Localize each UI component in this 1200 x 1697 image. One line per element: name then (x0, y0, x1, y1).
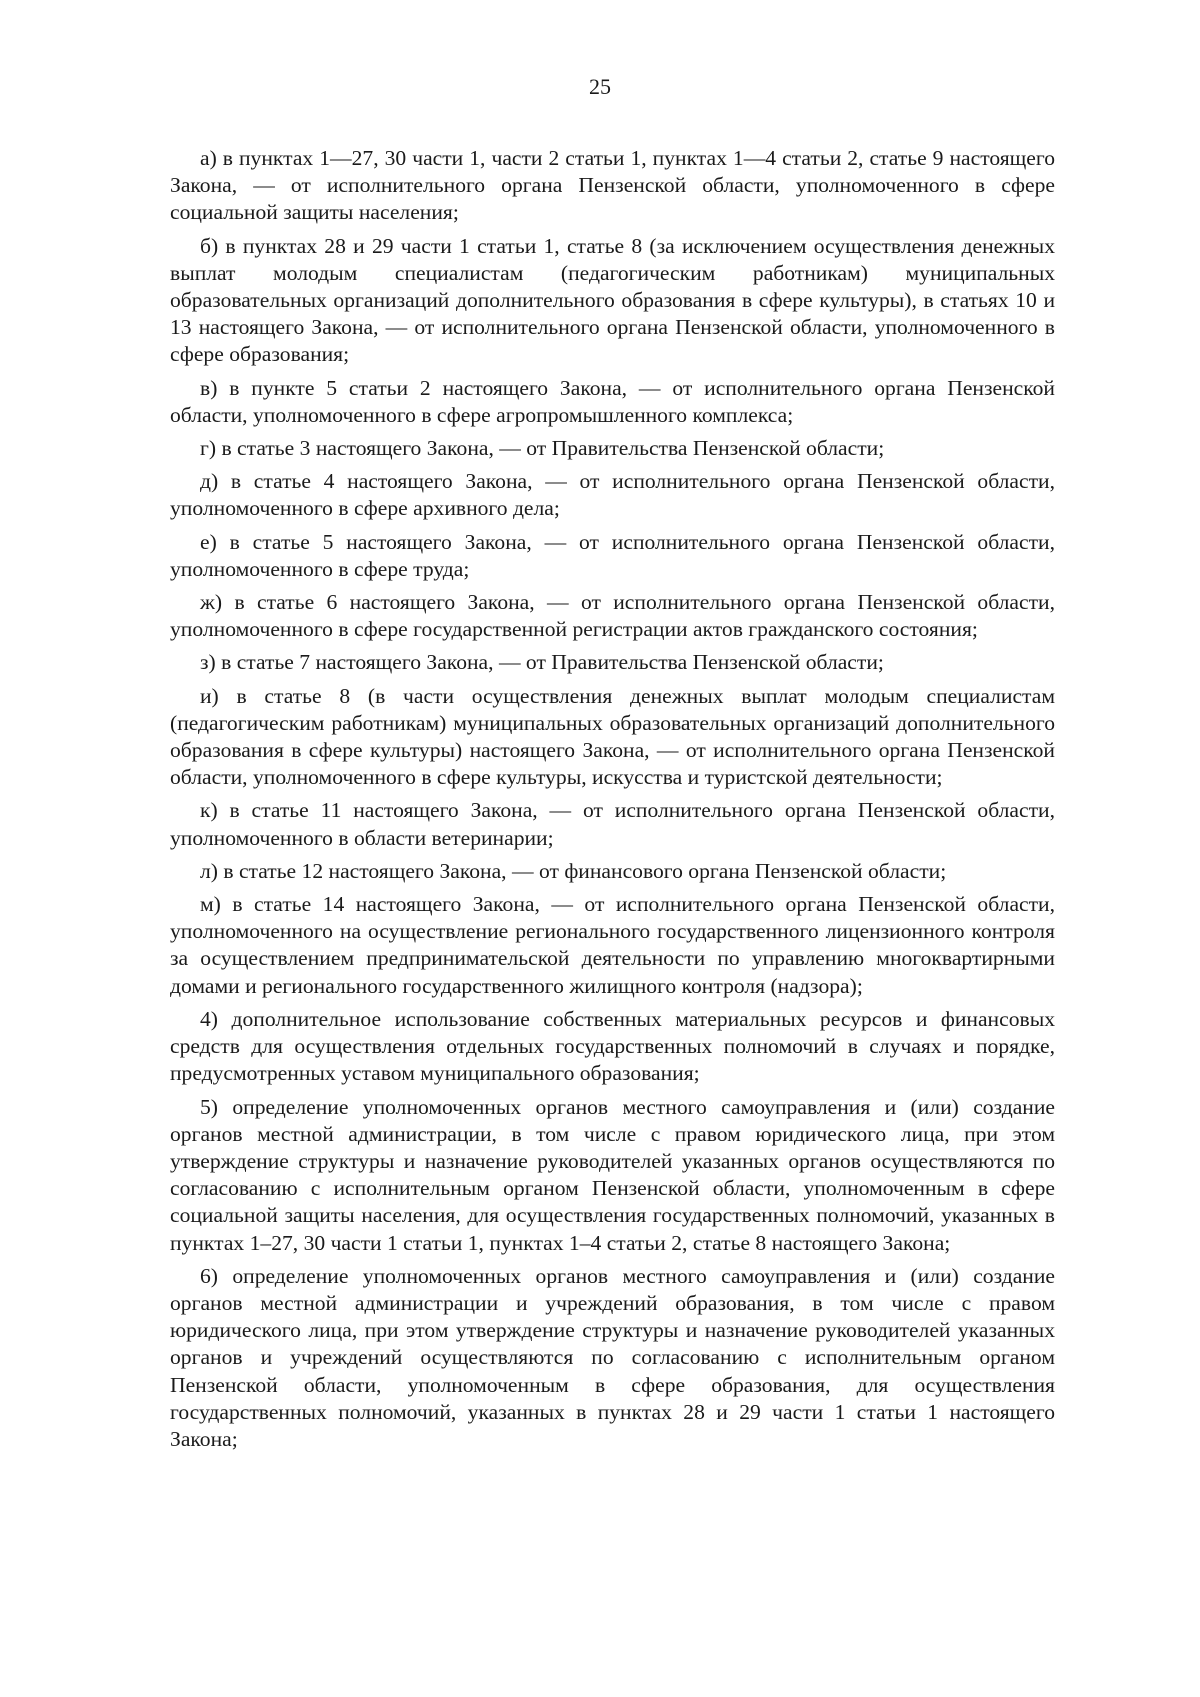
paragraph-m: м) в статье 14 настоящего Закона, — от исполнительного органа Пензенской области, уполномоченного на осуществление регионального государственного лицензионного контроля за осуществлением предпринимательской деятельности по управлению многоквартирными домами и регионального государственного жилищного контроля (надзора); (170, 892, 1055, 998)
paragraph-e: е) в статье 5 настоящего Закона, — от исполнительного органа Пензенской области, уполномоченного в сфере труда; (170, 529, 1055, 581)
paragraph-z: з) в статье 7 настоящего Закона, — от Правительства Пензенской области; (200, 650, 884, 675)
paragraph-zh: ж) в статье 6 настоящего Закона, — от исполнительного органа Пензенской области, уполномоченного в сфере государственной регистрации актов гражданского состояния; (170, 590, 1055, 642)
paragraph-i: и) в статье 8 (в части осуществления денежных выплат молодым специалистам (педагогическим работникам) муниципальных образовательных организаций дополнительного образования в сфере культуры) настоящего Закона, — от исполнительного органа Пензенской области, уполномоченного в сфере культуры, искусства и туристской деятельности; (170, 683, 1055, 790)
paragraph-a: а) в пунктах 1—27, 30 части 1, части 2 статьи 1, пунктах 1—4 статьи 2, статье 9 настоящего Закона, — от исполнительного органа Пензенской области, уполномоченного в сфере социальной защиты населения; (170, 146, 1055, 225)
paragraph-4: 4) дополнительное использование собственных материальных ресурсов и финансовых средств для осуществления отдельных государственных полномочий в случаях и порядке, предусмотренных уставом муниципального образования; (170, 1006, 1055, 1086)
document-body (170, 145, 1055, 1459)
paragraph-k: к) в статье 11 настоящего Закона, — от исполнительного органа Пензенской области, уполномоченного в области ветеринарии; (170, 798, 1055, 850)
paragraph-l: л) в статье 12 настоящего Закона, — от финансового органа Пензенской области; (200, 858, 947, 883)
paragraph-5: 5) определение уполномоченных органов местного самоуправления и (или) создание органов местной администрации, в том числе с правом юридического лица, при этом утверждение структуры и назначение руководителей указанных органов осуществляются по согласованию с исполнительным органом Пензенской области, уполномоченным в сфере социальной защиты населения, для осуществления государственных полномочий, указанных в пунктах 1–27, 30 части 1 статьи 1, пунктах 1–4 статьи 2, статье 8 настоящего Закона; (170, 1094, 1055, 1255)
paragraph-b: б) в пунктах 28 и 29 части 1 статьи 1, статье 8 (за исключением осуществления денежных выплат молодым специалистам (педагогическим работникам) муниципальных образовательных организаций дополнительного образования в сфере культуры), в статьях 10 и 13 настоящего Закона, — от исполнительного органа Пензенской области, уполномоченного в сфере образования; (170, 233, 1055, 367)
paragraph-g: г) в статье 3 настоящего Закона, — от Правительства Пензенской области; (200, 436, 885, 461)
page-number: 25 (589, 74, 611, 99)
paragraph-6: 6) определение уполномоченных органов местного самоуправления и (или) создание органов местной администрации и учреждений образования, в том числе с правом юридического лица, при этом утверждение структуры и назначение руководителей указанных органов и учреждений осуществляются по согласованию с исполнительным органом Пензенской области, уполномоченным в сфере образования, для осуществления государственных полномочий, указанных в пунктах 28 и 29 части 1 статьи 1 настоящего Закона; (170, 1263, 1055, 1451)
paragraph-d: д) в статье 4 настоящего Закона, — от исполнительного органа Пензенской области, уполномоченного в сфере архивного дела; (170, 469, 1055, 521)
paragraph-v: в) в пункте 5 статьи 2 настоящего Закона, — от исполнительного органа Пензенской области, уполномоченного в сфере агропромышленного комплекса; (170, 375, 1055, 427)
